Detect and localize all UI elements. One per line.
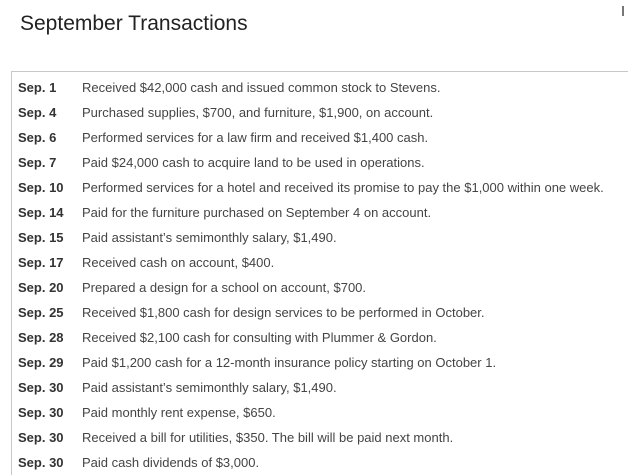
transaction-date: Sep. 30 xyxy=(18,455,64,470)
transaction-date: Sep. 20 xyxy=(18,280,64,295)
table-row xyxy=(12,150,628,175)
table-row xyxy=(12,425,628,450)
corner-mark xyxy=(622,6,624,16)
transaction-date: Sep. 15 xyxy=(18,230,64,245)
transaction-date: Sep. 14 xyxy=(18,205,64,220)
transaction-description: Paid for the furniture purchased on September 4 on account. xyxy=(82,205,432,220)
transaction-date: Sep. 30 xyxy=(18,430,64,445)
table-row xyxy=(12,400,628,425)
transaction-description: Paid $1,200 cash for a 12-month insurance policy starting on October 1. xyxy=(82,355,497,370)
transaction-date: Sep. 7 xyxy=(18,155,57,170)
transaction-description: Paid cash dividends of $3,000. xyxy=(82,455,260,470)
table-row xyxy=(12,325,628,350)
transaction-description: Paid monthly rent expense, $650. xyxy=(82,405,276,420)
table-row xyxy=(12,250,628,275)
transaction-description: Performed services for a hotel and received its promise to pay the $1,000 within one week. xyxy=(82,180,604,195)
table-row xyxy=(12,375,628,400)
transaction-description: Received cash on account, $400. xyxy=(82,255,275,270)
transaction-description: Paid $24,000 cash to acquire land to be used in operations. xyxy=(82,155,425,170)
transaction-description: Paid assistant’s semimonthly salary, $1,490. xyxy=(82,380,337,395)
table-row xyxy=(12,100,628,125)
table-row xyxy=(12,125,628,150)
table-row xyxy=(12,450,628,475)
transactions-table xyxy=(11,71,628,475)
table-row xyxy=(12,175,628,200)
transaction-description: Received a bill for utilities, $350. The bill will be paid next month. xyxy=(82,430,454,445)
transaction-date: Sep. 1 xyxy=(18,80,57,95)
page-title: September Transactions xyxy=(20,12,248,35)
transaction-description: Received $42,000 cash and issued common stock to Stevens. xyxy=(82,80,441,95)
transaction-description: Paid assistant’s semimonthly salary, $1,490. xyxy=(82,230,337,245)
table-row xyxy=(12,200,628,225)
transaction-date: Sep. 28 xyxy=(18,330,64,345)
transaction-description: Purchased supplies, $700, and furniture, $1,900, on account. xyxy=(82,105,434,120)
transaction-date: Sep. 30 xyxy=(18,380,64,395)
transaction-description: Received $2,100 cash for consulting with Plummer & Gordon. xyxy=(82,330,437,345)
transaction-date: Sep. 17 xyxy=(18,255,64,270)
transaction-description: Prepared a design for a school on account, $700. xyxy=(82,280,367,295)
transaction-description: Received $1,800 cash for design services to be performed in October. xyxy=(82,305,485,320)
transactions-list xyxy=(12,75,628,475)
table-row xyxy=(12,225,628,250)
transaction-date: Sep. 30 xyxy=(18,405,64,420)
transaction-description: Performed services for a law firm and received $1,400 cash. xyxy=(82,130,429,145)
table-row xyxy=(12,350,628,375)
table-row xyxy=(12,75,628,100)
transaction-date: Sep. 6 xyxy=(18,130,57,145)
transaction-date: Sep. 29 xyxy=(18,355,64,370)
transaction-date: Sep. 10 xyxy=(18,180,64,195)
transaction-date: Sep. 4 xyxy=(18,105,57,120)
table-row xyxy=(12,300,628,325)
transaction-date: Sep. 25 xyxy=(18,305,64,320)
table-row xyxy=(12,275,628,300)
